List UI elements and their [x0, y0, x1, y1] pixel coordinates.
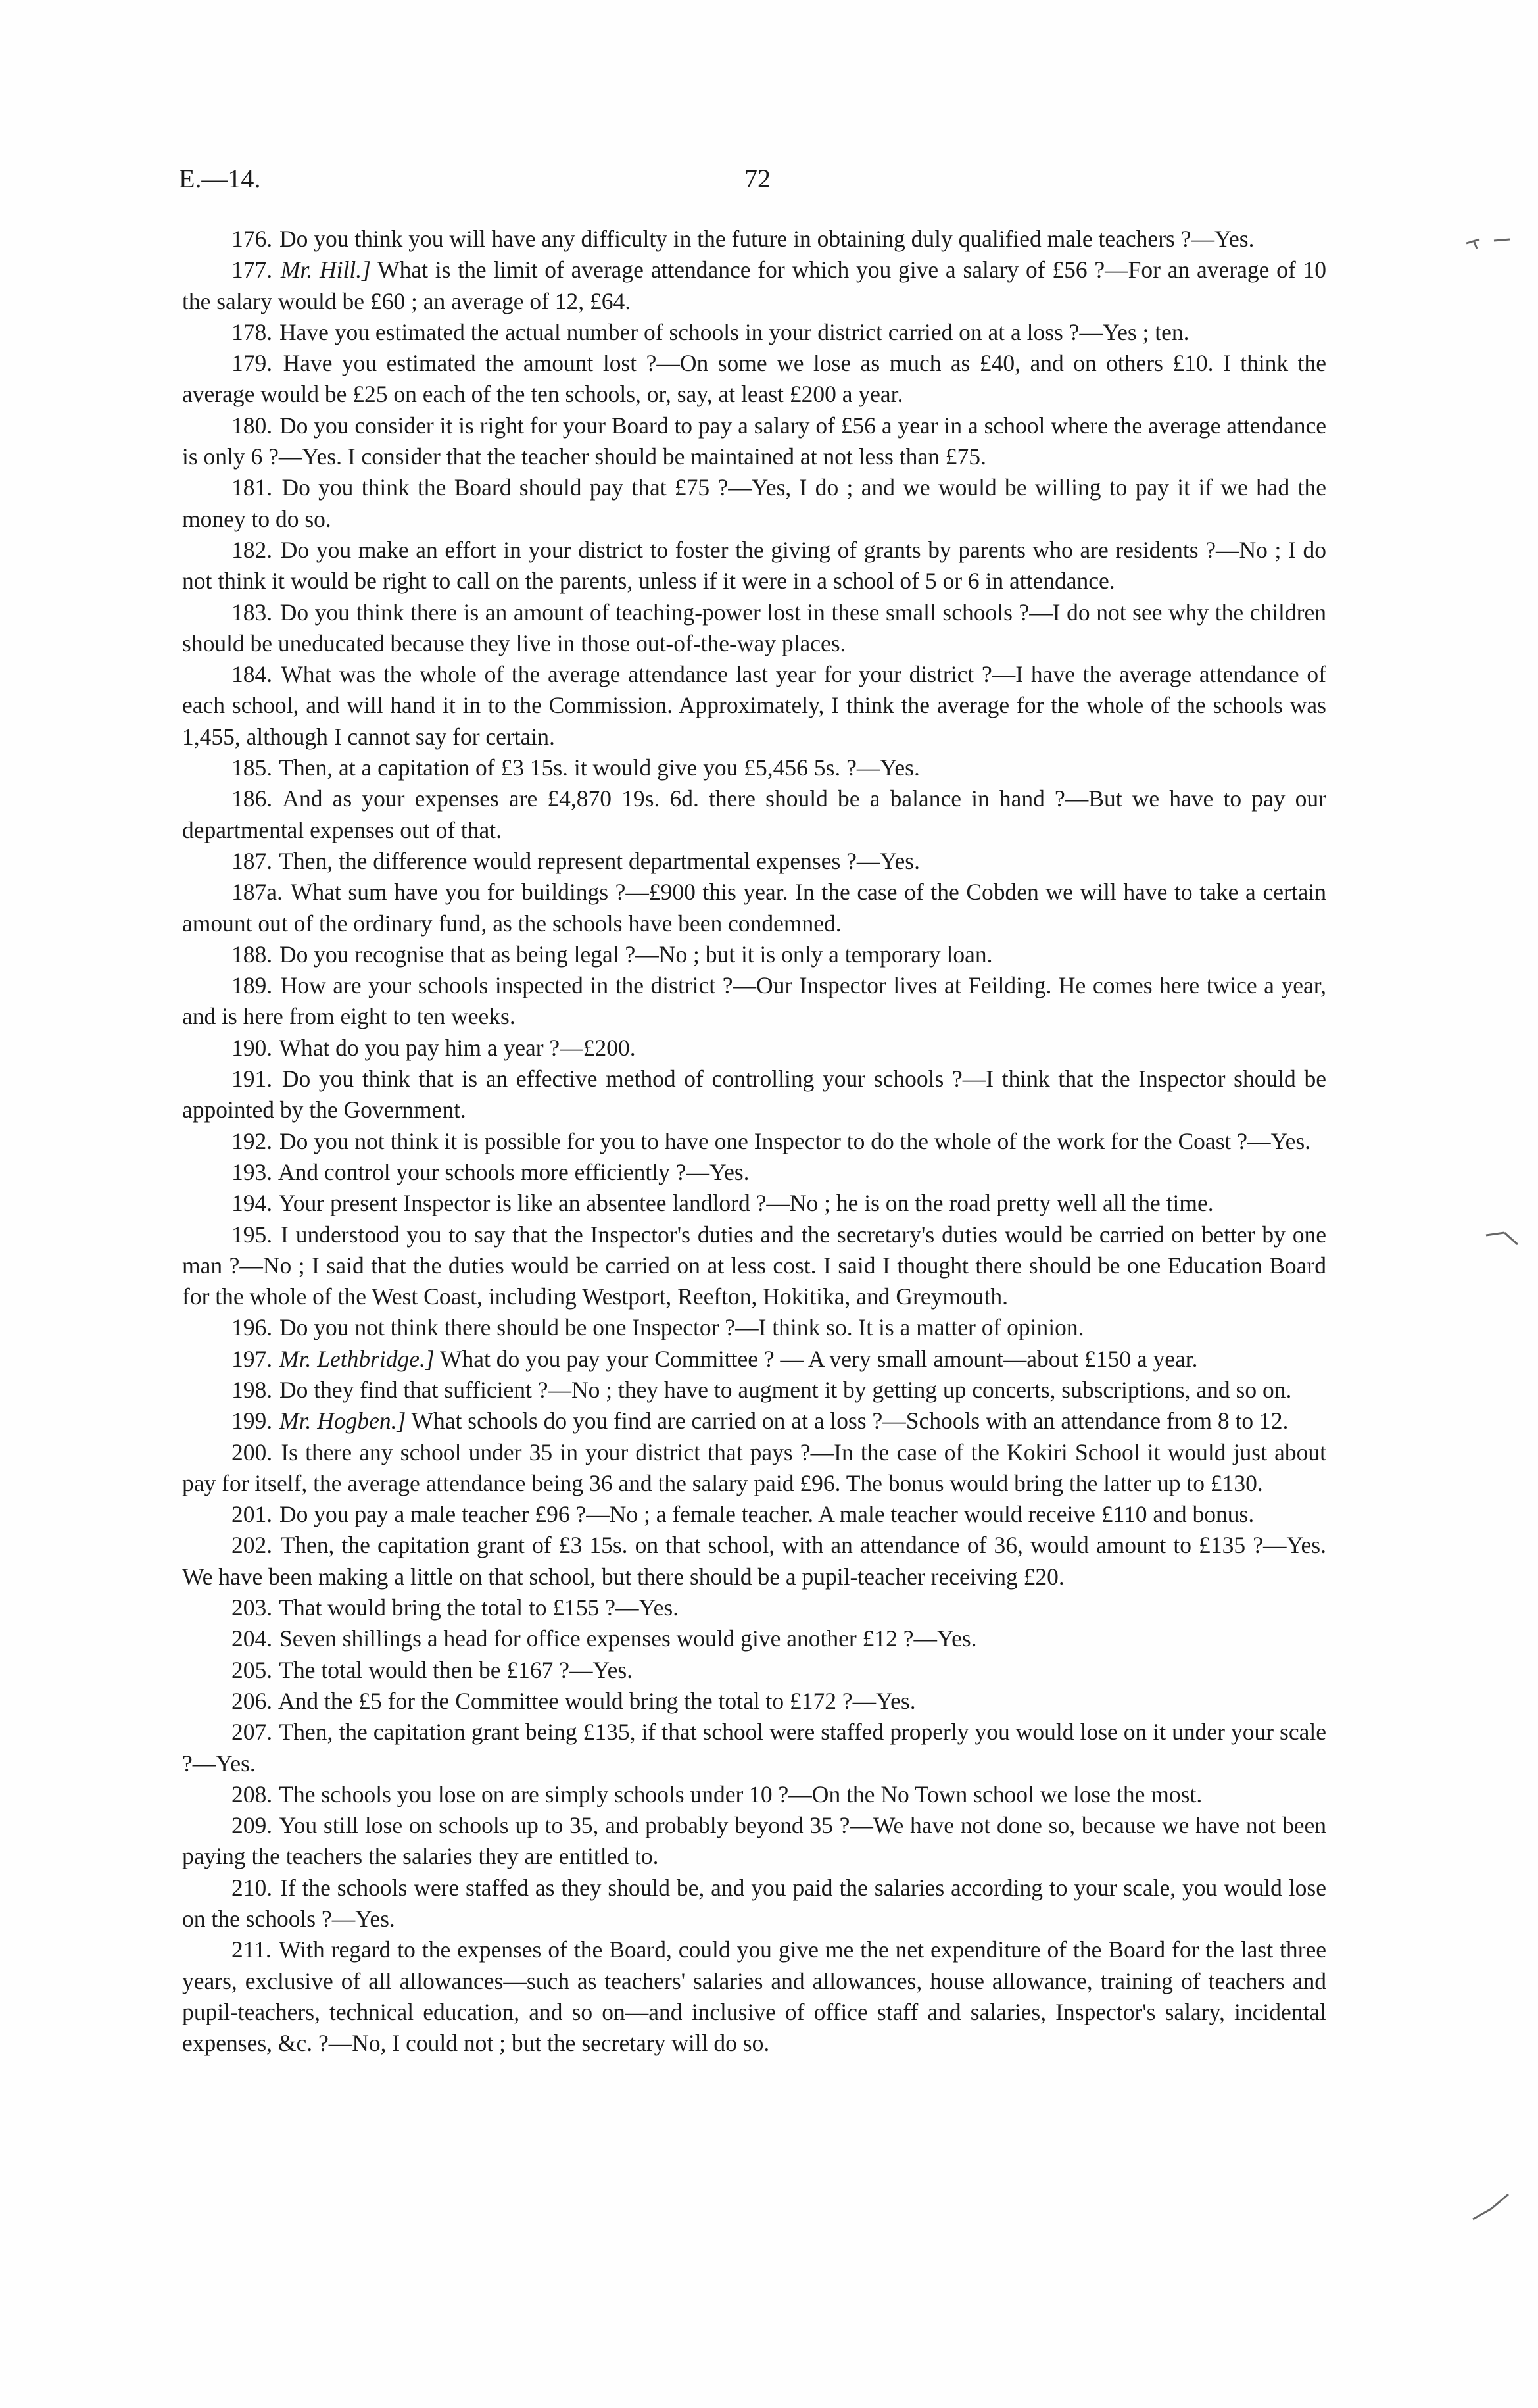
question-answer — [182, 877, 1326, 939]
question-text: Do you recognise that as being legal ?—No ; but it is only a temporary loan. — [279, 941, 993, 968]
document-reference: E.—14. — [179, 164, 261, 193]
question-text: Your present Inspector is like an absentee landlord ?—No ; he is on the road pretty well all the time. — [278, 1190, 1214, 1217]
question-text: That would bring the total to £155 ?—Yes. — [279, 1594, 679, 1621]
question-text: What do you pay him a year ?—£200. — [279, 1034, 636, 1061]
question-answer — [182, 1219, 1326, 1313]
question-answer — [182, 597, 1326, 660]
question-text: Then, the difference would represent departmental expenses ?—Yes. — [279, 847, 920, 874]
question-answer — [182, 1623, 1326, 1654]
question-text: Do you think that is an effective method of controlling your schools ?—I think that the Inspector should be appointed by the Government. — [182, 1066, 1326, 1123]
question-answer — [182, 410, 1326, 473]
question-text: Then, at a capitation of £3 15s. it would give you £5,456 5s. ?—Yes. — [279, 754, 920, 781]
question-answer — [182, 1810, 1326, 1873]
margin-pencil-mark — [1485, 1230, 1521, 1250]
question-answer — [182, 1312, 1326, 1343]
question-text: What do you pay your Committee ? — A very small amount—about £150 a year. — [439, 1345, 1198, 1372]
question-answer — [182, 846, 1326, 877]
question-number: 201. — [231, 1501, 273, 1528]
question-number: 182. — [231, 536, 273, 563]
question-text: Is there any school under 35 in your district that pays ?—In the case of the Kokiri School it would just about pay for itself, the average attendance being 36 and the salary paid £96. The bonus would bring the latter up to £130. — [182, 1438, 1326, 1496]
question-answer — [182, 1437, 1326, 1500]
question-number: 176. — [231, 226, 273, 252]
question-number: 211. — [231, 1936, 272, 1963]
question-text: And the £5 for the Committee would bring the total to £172 ?—Yes. — [278, 1687, 916, 1714]
question-answer — [182, 1779, 1326, 1810]
question-number: 183. — [231, 599, 273, 626]
question-text: If the schools were staffed as they should be, and you paid the salaries according to your scale, you would lose on the schools ?—Yes. — [182, 1874, 1326, 1932]
question-number: 181. — [231, 474, 273, 501]
question-text: And control your schools more efficiently ?—Yes. — [278, 1158, 750, 1185]
question-number: 191. — [231, 1066, 273, 1093]
question-text: With regard to the expenses of the Board, could you give me the net expenditure of the Board for the last three years, exclusive of all allowances—such as teachers' salaries and allowances, house allowance, training of teachers and pupil-teachers, technical education, and so on—and inclusive of office staff and salaries, Inspector's salary, incidental expenses, &c. ?—No, I could not ; but the secretary will do so. — [182, 1936, 1327, 2057]
question-answer — [182, 1375, 1326, 1406]
question-answer — [182, 1934, 1326, 2059]
question-text: What was the whole of the average attendance last year for your district ?—I have the average attendance of each school, and will hand it in to the Commission. Approximately, I think the average for the whole of the schools was 1,455, although I cannot say for certain. — [182, 661, 1327, 750]
question-answer — [182, 1064, 1326, 1126]
question-number: 198. — [231, 1376, 273, 1403]
question-text: Do you consider it is right for your Board to pay a salary of £56 a year in a school where the average attendance is only 6 ?—Yes. I consider that the teacher should be maintained at not less than £75. — [182, 412, 1327, 470]
speaker-name: Mr. Hogben.] — [279, 1408, 406, 1435]
question-number: 178. — [231, 318, 273, 345]
question-answer — [182, 224, 1326, 255]
question-text: Have you estimated the amount lost ?—On some we lose as much as £40, and on others £10. I think the average would be £25 on each of the ten schools, or, say, at least £200 a year. — [182, 350, 1326, 408]
question-answer — [182, 348, 1326, 410]
question-text: And as your expenses are £4,870 19s. 6d. there should be a balance in hand ?—But we have to pay our departmental expenses out of that. — [182, 785, 1326, 843]
question-answer — [182, 1499, 1326, 1530]
question-number: 203. — [231, 1594, 273, 1621]
question-number: 199. — [231, 1408, 273, 1435]
question-text: Seven shillings a head for office expenses would give another £12 ?—Yes. — [279, 1625, 977, 1652]
question-number: 186. — [231, 785, 273, 812]
question-answer — [182, 1655, 1326, 1686]
question-number: 189. — [231, 972, 273, 999]
question-text: Do you think there is an amount of teaching-power lost in these small schools ?—I do not see why the children should be uneducated because they live in those out-of-the-way places. — [182, 599, 1326, 656]
question-text: What is the limit of average attendance for which you give a salary of £56 ?—For an average of 10 the salary would be £60 ; an average of 12, £64. — [182, 257, 1327, 314]
question-text: The total would then be £167 ?—Yes. — [279, 1656, 633, 1683]
question-text: You still lose on schools up to 35, and probably beyond 35 ?—We have not done so, because we have not been paying the teachers the salaries they are entitled to. — [182, 1812, 1326, 1870]
question-answer — [182, 1717, 1326, 1779]
speaker-name: Mr. Lethbridge.] — [279, 1345, 435, 1372]
question-answer — [182, 659, 1326, 752]
question-text: Then, the capitation grant being £135, if that school were staffed properly you would lose on it under your scale ?—Yes. — [182, 1719, 1326, 1777]
question-answer — [182, 1406, 1326, 1437]
question-number: 187. — [231, 847, 273, 874]
margin-pencil-mark — [1472, 2190, 1511, 2223]
question-answer — [182, 970, 1326, 1033]
question-answer — [182, 1344, 1326, 1375]
question-answer — [182, 1188, 1326, 1219]
question-text: Do you pay a male teacher £96 ?—No ; a female teacher. A male teacher would receive £110 and bonus. — [279, 1501, 1255, 1528]
question-answer — [182, 1592, 1326, 1623]
page-header — [179, 163, 1336, 203]
question-number: 207. — [231, 1719, 273, 1746]
question-answer — [182, 317, 1326, 348]
speaker-name: Mr. Hill.] — [280, 257, 371, 283]
question-number: 190. — [231, 1034, 273, 1061]
question-text: Then, the capitation grant of £3 15s. on that school, with an attendance of 36, would amount to £135 ?—Yes. We have been making a little on that school, but there should be a pupil-teacher receiving £20. — [182, 1532, 1327, 1590]
question-answer — [182, 1686, 1326, 1717]
question-answer — [182, 535, 1326, 597]
question-number: 192. — [231, 1127, 273, 1154]
evidence-text — [182, 224, 1326, 2059]
question-text: Do you think the Board should pay that £75 ?—Yes, I do ; and we would be willing to pay it if we had the money to do so. — [182, 474, 1326, 532]
question-text: What schools do you find are carried on at a loss ?—Schools with an attendance from 8 to 12. — [411, 1408, 1289, 1435]
question-number: 184. — [231, 661, 273, 688]
question-number: 204. — [231, 1625, 273, 1652]
question-number: 209. — [231, 1812, 273, 1839]
question-number: 177. — [231, 257, 273, 283]
question-number: 208. — [231, 1781, 273, 1807]
question-text: The schools you lose on are simply schools under 10 ?—On the No Town school we lose the most. — [279, 1781, 1203, 1807]
question-number: 188. — [231, 941, 273, 968]
question-number: 179. — [231, 350, 273, 377]
question-answer — [182, 1530, 1326, 1592]
question-number: 197. — [231, 1345, 273, 1372]
question-number: 205. — [231, 1656, 273, 1683]
question-text: Have you estimated the actual number of schools in your district carried on at a loss ?—Yes ; ten. — [279, 318, 1190, 345]
question-number: 185. — [231, 754, 273, 781]
question-number: 196. — [231, 1314, 273, 1341]
question-answer — [182, 752, 1326, 783]
question-text: Do you not think it is possible for you to have one Inspector to do the whole of the work for the Coast ?—Yes. — [279, 1127, 1311, 1154]
question-answer — [182, 939, 1326, 970]
question-answer — [182, 1873, 1326, 1935]
question-text: Do you not think there should be one Inspector ?—I think so. It is a matter of opinion. — [279, 1314, 1084, 1341]
margin-pencil-mark — [1465, 232, 1511, 251]
question-text: What sum have you for buildings ?—£900 this year. In the case of the Cobden we will have to take a certain amount out of the ordinary fund, as the schools have been condemned. — [182, 879, 1327, 937]
question-number: 200. — [231, 1438, 273, 1465]
question-answer — [182, 472, 1326, 535]
question-number: 210. — [231, 1874, 273, 1901]
question-number: 194. — [231, 1190, 273, 1217]
question-answer — [182, 1126, 1326, 1157]
question-answer — [182, 1157, 1326, 1188]
question-answer — [182, 1033, 1326, 1064]
question-text: I understood you to say that the Inspector's duties and the secretary's duties would be carried on better by one man ?—No ; I said that the duties would be carried on at less cost. I said I thought there should be one Education Board for the whole of the West Coast, including Westport, Reefton, Hokitika, and Greymouth. — [182, 1221, 1327, 1310]
question-text: Do they find that sufficient ?—No ; they have to augment it by getting up concerts, subscriptions, and so on. — [279, 1376, 1292, 1403]
question-number: 202. — [231, 1532, 273, 1559]
question-number: 187a. — [231, 879, 283, 906]
question-text: How are your schools inspected in the district ?—Our Inspector lives at Feilding. He comes here twice a year, and is here from eight to ten weeks. — [182, 972, 1327, 1030]
question-number: 193. — [231, 1158, 273, 1185]
question-answer — [182, 255, 1326, 317]
question-number: 195. — [231, 1221, 273, 1248]
question-answer — [182, 783, 1326, 846]
question-number: 180. — [231, 412, 273, 439]
question-number: 206. — [231, 1687, 273, 1714]
question-text: Do you make an effort in your district to foster the giving of grants by parents who are residents ?—No ; I do not think it would be right to call on the parents, unless if it were in a school of 5 or 6 in attendance. — [182, 536, 1326, 595]
page-number: 72 — [744, 164, 771, 193]
question-text: Do you think you will have any difficulty in the future in obtaining duly qualified male teachers ?—Yes. — [279, 226, 1255, 252]
